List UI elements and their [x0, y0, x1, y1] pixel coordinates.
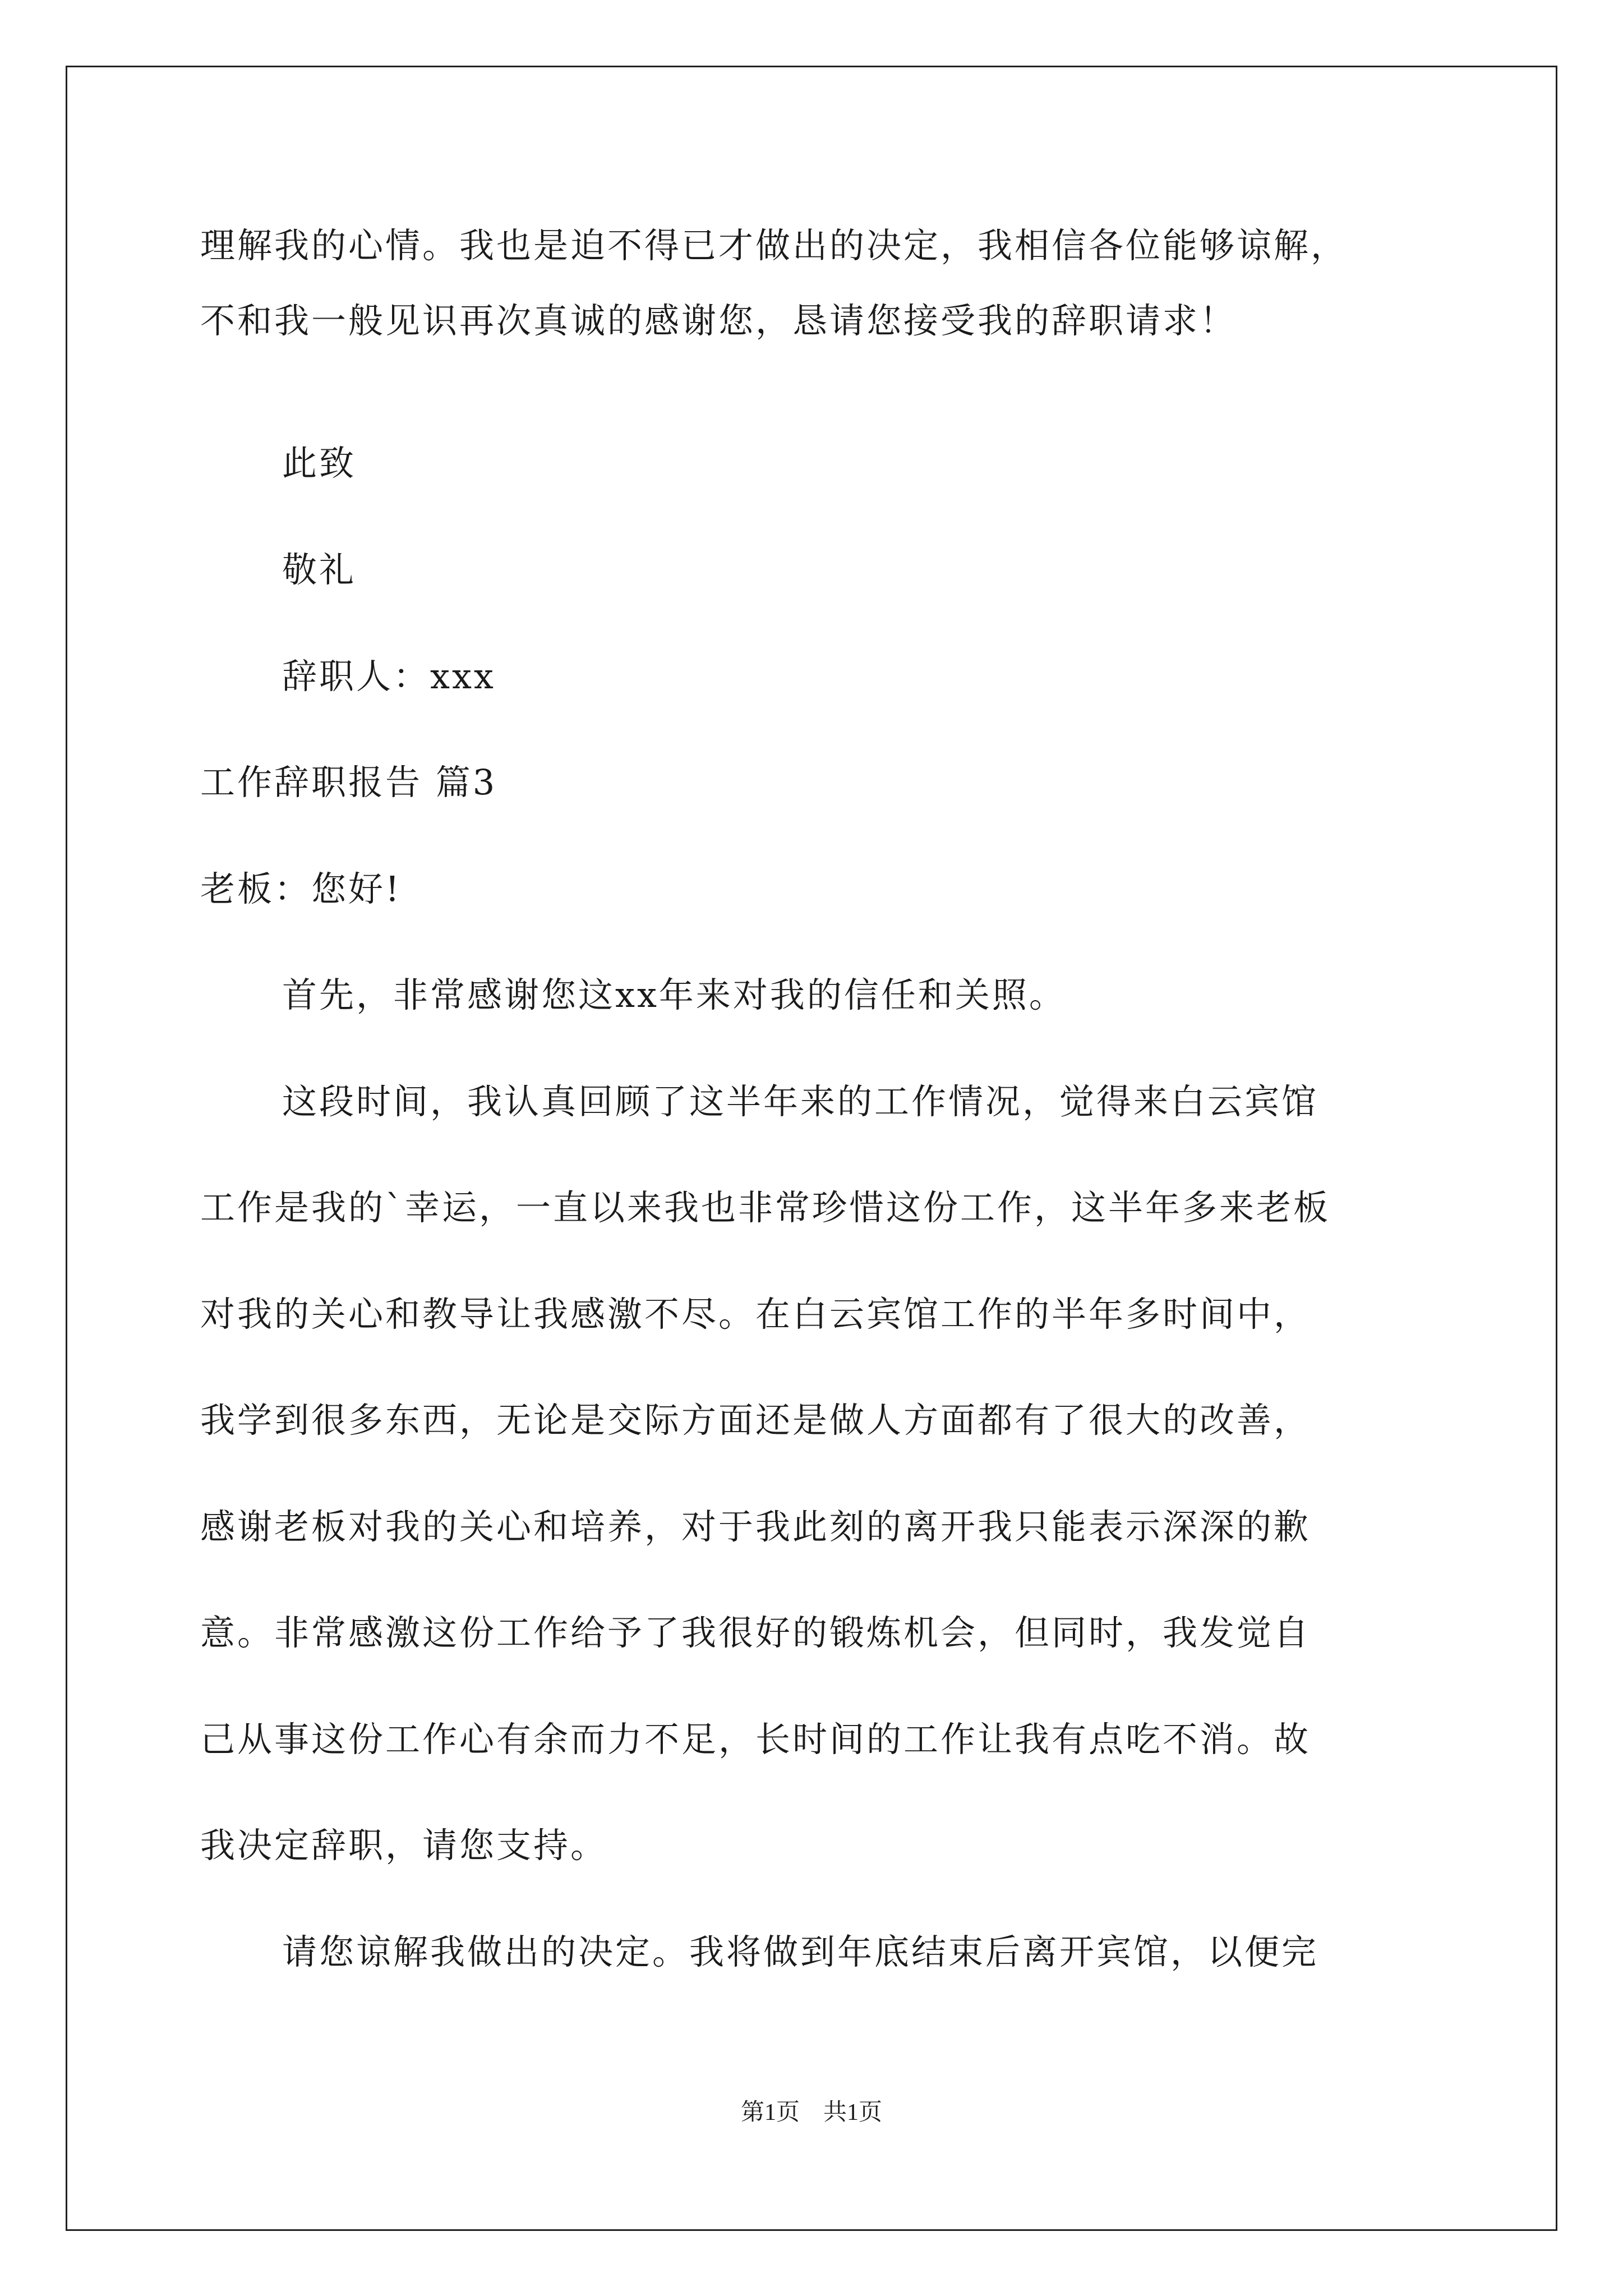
- greeting-line: 老板：您好!: [200, 868, 402, 909]
- page-footer: [0, 2097, 1623, 2128]
- closing-salutation: 此致: [282, 443, 357, 484]
- page-total: 共1页: [823, 2100, 883, 2125]
- page-border: [66, 66, 1557, 2231]
- paragraph-line: 这段时间，我认真回顾了这半年来的工作情况，觉得来白云宾馆: [282, 1081, 1319, 1122]
- body-line: 不和我一般见识再次真诚的感谢您，恳请您接受我的辞职请求！: [200, 300, 1237, 341]
- section-heading: 工作辞职报告 篇3: [200, 762, 497, 803]
- body-line: 理解我的心情。我也是迫不得已才做出的决定，我相信各位能够谅解，: [200, 225, 1348, 266]
- closing-regards: 敬礼: [282, 549, 357, 590]
- paragraph-line: 意。非常感激这份工作给予了我很好的锻炼机会，但同时，我发觉自: [200, 1612, 1311, 1653]
- paragraph-line: 我学到很多东西，无论是交际方面还是做人方面都有了很大的改善，: [200, 1400, 1311, 1441]
- paragraph-line: 请您谅解我做出的决定。我将做到年底结束后离开宾馆，以便完: [282, 1931, 1319, 1972]
- paragraph-line: 首先，非常感谢您这xx年来对我的信任和关照。: [282, 974, 1066, 1015]
- page-number: 第1页: [740, 2100, 800, 2125]
- signature-line: 辞职人：xxx: [282, 656, 496, 697]
- paragraph-line: 对我的关心和教导让我感激不尽。在白云宾馆工作的半年多时间中，: [200, 1294, 1311, 1335]
- paragraph-line: 己从事这份工作心有余而力不足，长时间的工作让我有点吃不消。故: [200, 1719, 1311, 1760]
- paragraph-line: 工作是我的`幸运，一直以来我也非常珍惜这份工作，这半年多来老板: [200, 1187, 1331, 1228]
- paragraph-line: 感谢老板对我的关心和培养，对于我此刻的离开我只能表示深深的歉: [200, 1506, 1311, 1547]
- paragraph-line: 我决定辞职，请您支持。: [200, 1825, 608, 1866]
